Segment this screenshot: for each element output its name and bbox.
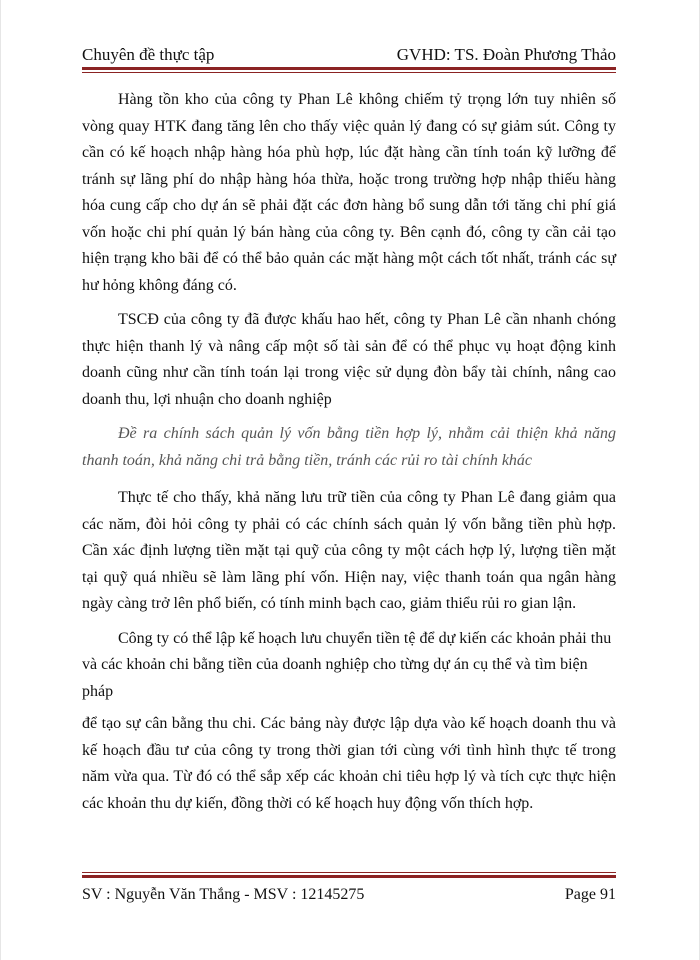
paragraph-inventory: Hàng tồn kho của công ty Phan Lê không chiếm tỷ trọng lớn tuy nhiên số vòng quay HTK đang tăng lên cho thấy việc quản lý đang có sự giảm sút. Công ty cần có kế hoạch nhập hàng hóa phù hợp, lúc đặt hàng cần tính toán kỹ lưỡng để tránh sự lãng phí do nhập hàng hóa thừa, hoặc trong trường hợp nhập thiếu hàng hóa cung cấp cho dự án sẽ phải đặt các đơn hàng bổ sung dẫn tới tăng chi phí giá vốn hoặc chi phí quản lý bán hàng của công ty. Bên cạnh đó, công ty cần cải tạo hiện trạng kho bãi để có thể bảo quản các mặt hàng một cách tốt nhất, tránh các sự hư hỏng không đáng có. — [82, 91, 616, 294]
footer-divider — [82, 872, 616, 878]
page-footer — [82, 884, 616, 906]
page-body — [82, 87, 616, 817]
section-heading-cash-policy: Đề ra chính sách quản lý vốn bằng tiền hợp lý, nhằm cải thiện khả năng thanh toán, khả năng chi trả bằng tiền, tránh các rủi ro tài chính khác — [82, 425, 616, 469]
paragraph-cash-flow-plan: Công ty có thể lập kế hoạch lưu chuyển tiền tệ để dự kiến các khoản phải thu và các khoản chi bằng tiền của doanh nghiệp cho từng dự án cụ thể và tìm biện pháp — [82, 629, 612, 700]
paragraph-fixed-assets: TSCĐ của công ty đã được khấu hao hết, công ty Phan Lê cần nhanh chóng thực hiện thanh lý và nâng cấp một số tài sản để có thể phục vụ hoạt động kinh doanh cũng như cần tính toán lại trong việc sử dụng đòn bẩy tài chính, nâng cao doanh thu, lợi nhuận cho doanh nghiệp — [82, 311, 616, 408]
page-number: Page 91 — [564, 886, 616, 903]
paragraph-cash-reality: Thực tế cho thấy, khả năng lưu trữ tiền của công ty Phan Lê đang giảm qua các năm, đòi hỏi công ty phải có các chính sách quản lý vốn bằng tiền phù hợp. Cần xác định lượng tiền mặt tại quỹ của công ty một cách hợp lý, lượng tiền mặt tại quỹ quá nhiều sẽ làm lãng phí vốn. Hiện nay, việc thanh toán qua ngân hàng ngày càng trở lên phổ biến, có tính minh bạch cao, giảm thiểu rủi ro gian lận. — [82, 489, 616, 612]
header-supervisor: GVHD: TS. Đoàn Phương Thảo — [396, 45, 616, 64]
header-document-title: Chuyên đề thực tập — [82, 45, 215, 64]
page-header — [82, 44, 616, 66]
footer-student-info: SV : Nguyễn Văn Thắng - MSV : 12145275 — [82, 886, 365, 903]
paragraph-balance: để tạo sự cân bằng thu chi. Các bảng này được lập dựa vào kế hoạch doanh thu và kế hoạch đầu tư của công ty trong thời gian tới cùng với tình hình thực tế trong năm vừa qua. Từ đó có thể sắp xếp các khoản chi tiêu hợp lý và tích cực thực hiện các khoản thu dự kiến, đồng thời có kế hoạch huy động vốn thích hợp. — [82, 715, 616, 812]
header-divider — [82, 67, 616, 73]
